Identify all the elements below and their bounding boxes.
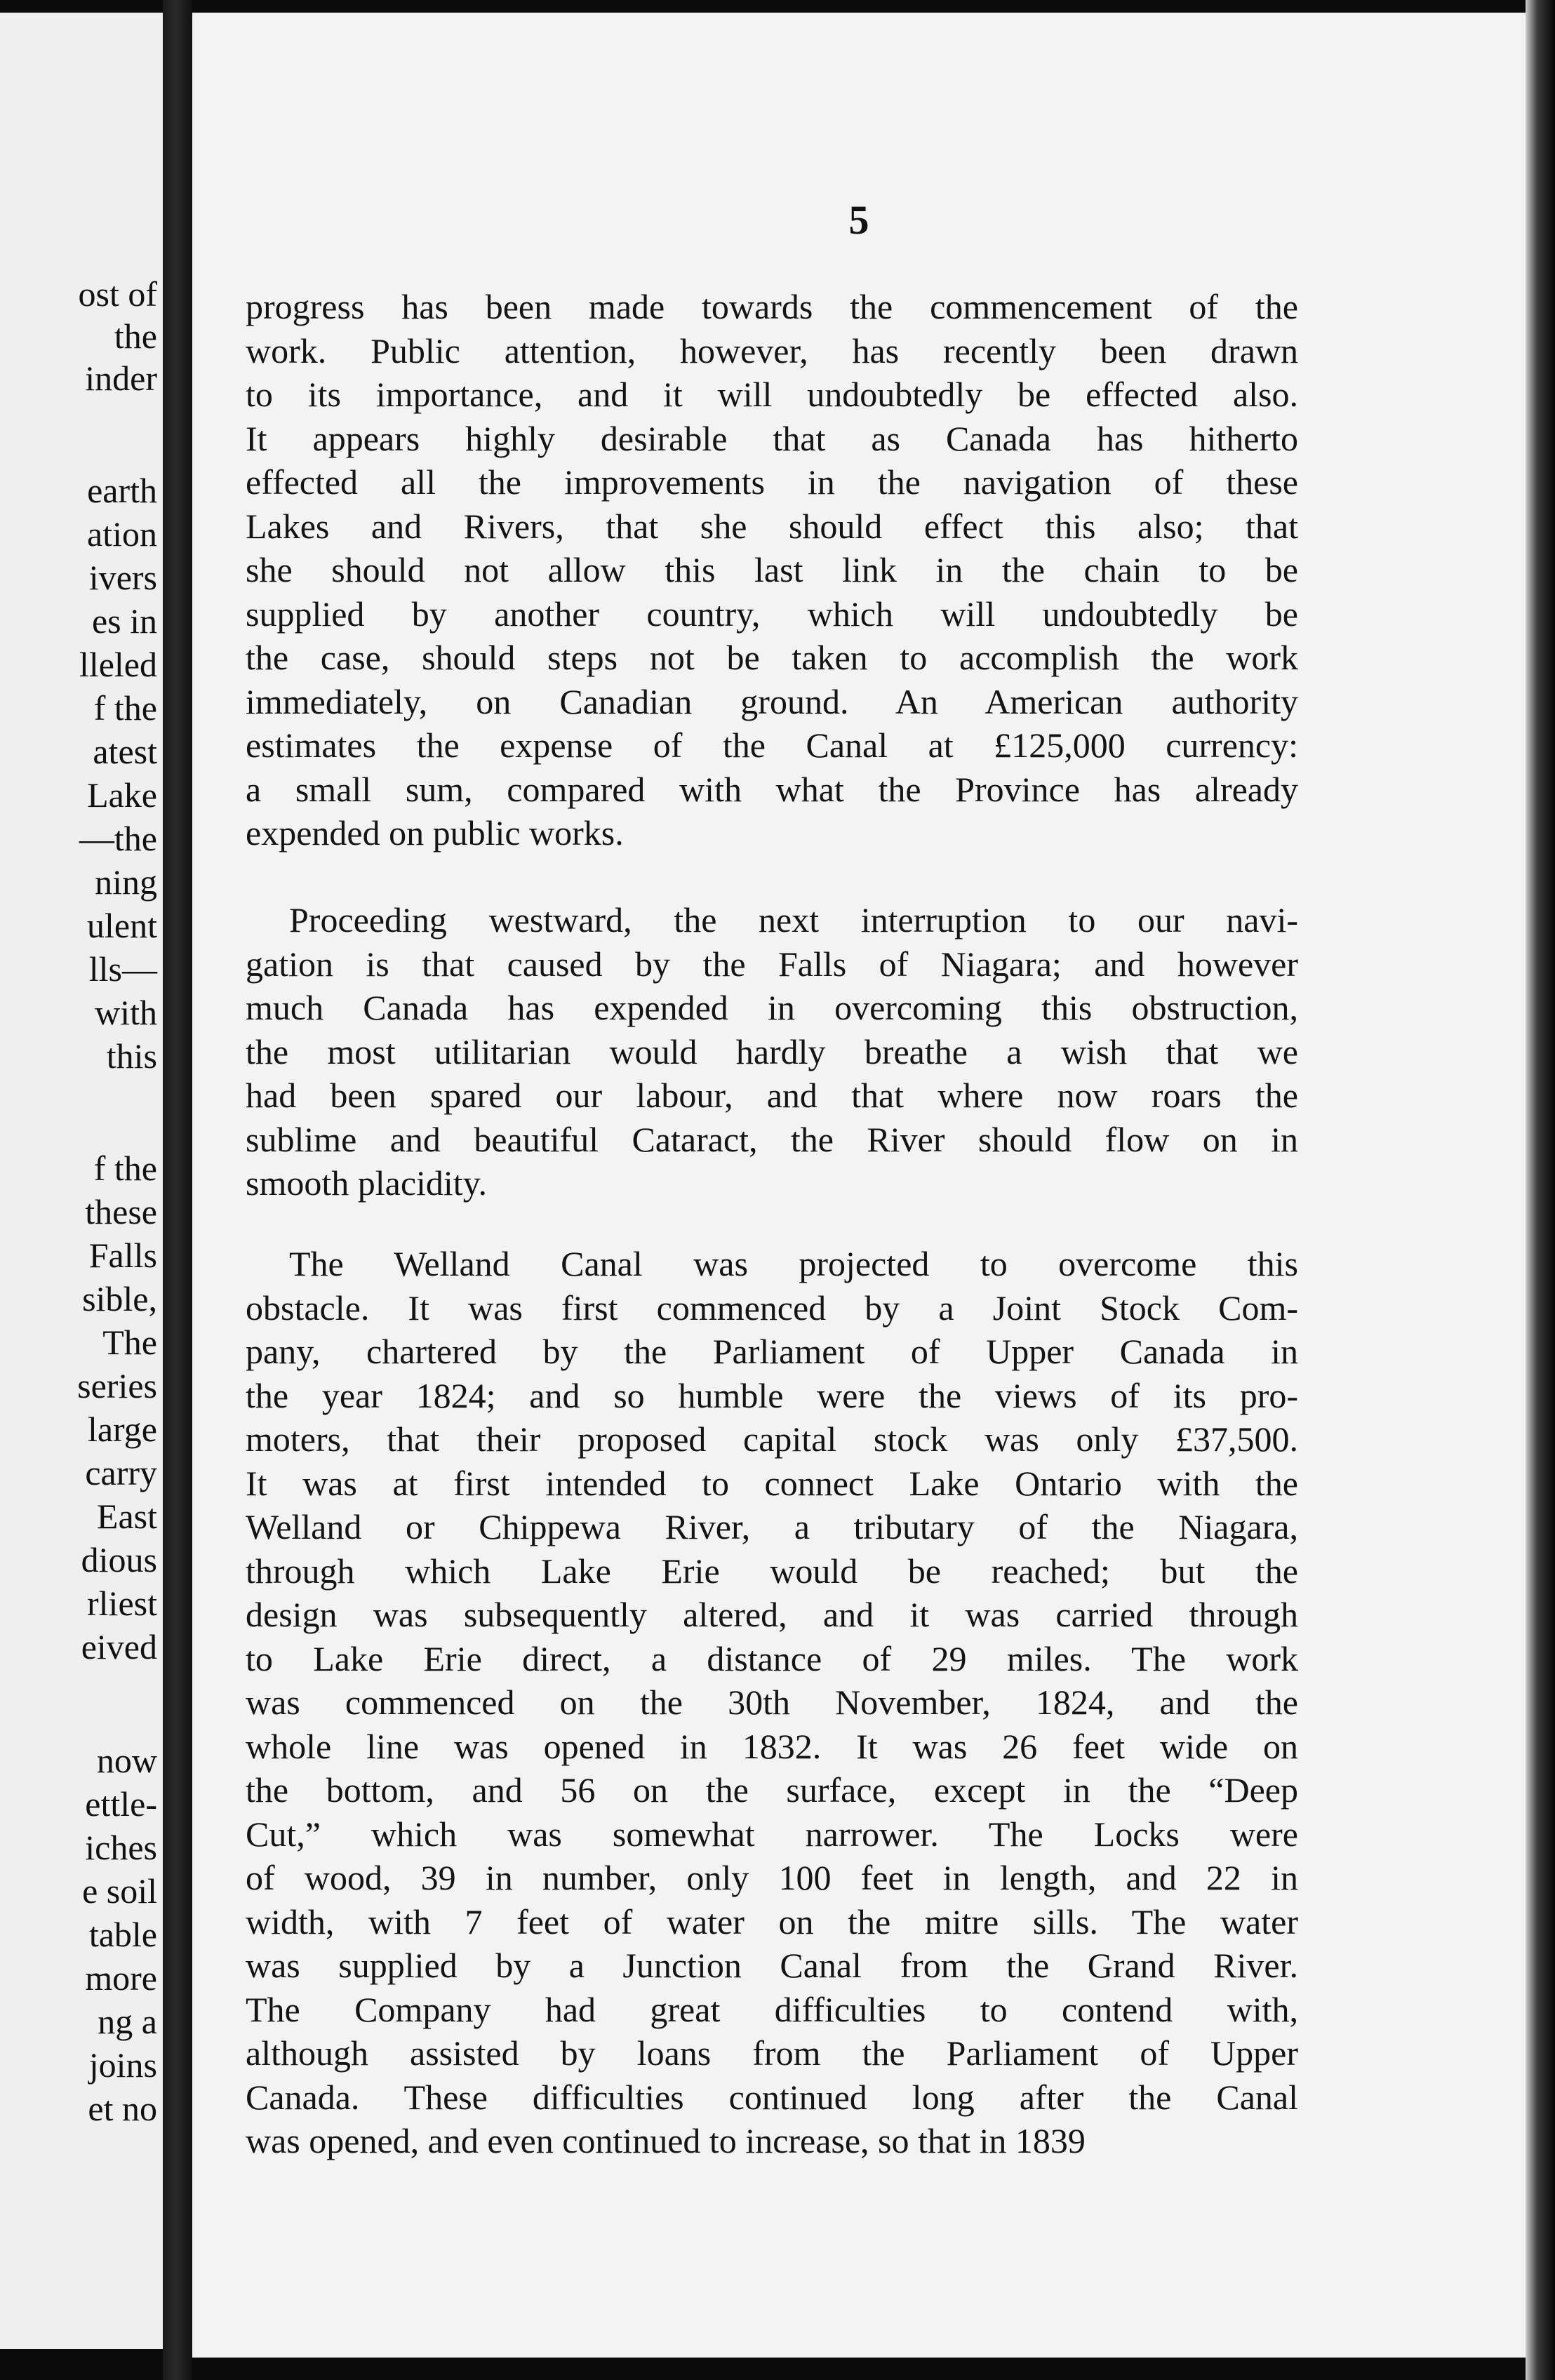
text-line: It was at first intended to connect Lake Ontario with the bbox=[246, 1463, 1298, 1503]
left-page-line: iches bbox=[85, 1828, 157, 1867]
left-page-line: these bbox=[85, 1192, 157, 1231]
left-page-line: East bbox=[96, 1497, 157, 1536]
left-page-line: dious bbox=[81, 1540, 157, 1579]
left-page-line: more bbox=[85, 1958, 157, 1998]
text-line: the year 1824; and so humble were the views of its pro- bbox=[246, 1375, 1298, 1415]
left-page-line: carry bbox=[85, 1453, 157, 1492]
left-page-line: ost of bbox=[78, 274, 157, 314]
left-page-line: table bbox=[88, 1915, 157, 1954]
left-page-line: now bbox=[96, 1741, 157, 1780]
text-line: supplied by another country, which will undoubtedly be bbox=[246, 594, 1298, 634]
page-edge bbox=[1526, 0, 1555, 2380]
text-line: Canada. These difficulties continued long after the Canal bbox=[246, 2077, 1298, 2117]
left-page-line: ation bbox=[87, 514, 157, 554]
text-line: although assisted by loans from the Parliament of Upper bbox=[246, 2033, 1298, 2073]
left-page-line: series bbox=[77, 1366, 157, 1405]
left-page-line: atest bbox=[93, 732, 157, 771]
text-line: a small sum, compared with what the Province has already bbox=[246, 769, 1298, 809]
left-page-line: —the bbox=[79, 819, 157, 858]
left-page-line: lls— bbox=[88, 949, 157, 989]
text-line: the case, should steps not be taken to accomplish the work bbox=[246, 638, 1298, 677]
text-line: Cut,” which was somewhat narrower. The Locks were bbox=[246, 1814, 1298, 1854]
paragraph-3 bbox=[246, 1242, 1298, 2163]
left-page-line: eived bbox=[81, 1627, 157, 1666]
left-page-line: ng a bbox=[98, 2002, 157, 2041]
left-page-line: ettle- bbox=[85, 1784, 157, 1824]
text-line: she should not allow this last link in the chain to be bbox=[246, 550, 1298, 589]
left-page-line: joins bbox=[88, 2045, 157, 2085]
text-line: whole line was opened in 1832. It was 26 feet wide on bbox=[246, 1726, 1298, 1766]
text-line: was commenced on the 30th November, 1824, and the bbox=[246, 1683, 1298, 1722]
left-page-line: earth bbox=[87, 471, 157, 510]
text-line: the bottom, and 56 on the surface, except in the “Deep bbox=[246, 1770, 1298, 1810]
text-line: to Lake Erie direct, a distance of 29 miles. The work bbox=[246, 1638, 1298, 1678]
text-line: through which Lake Erie would be reached; but the bbox=[246, 1551, 1298, 1591]
left-page-line: this bbox=[106, 1036, 157, 1076]
text-line: expended on public works. bbox=[246, 813, 624, 853]
text-line: had been spared our labour, and that where now roars the bbox=[246, 1076, 1298, 1115]
left-page-line: f the bbox=[93, 688, 157, 728]
text-line: estimates the expense of the Canal at £125,000 currency: bbox=[246, 726, 1298, 765]
text-line: It appears highly desirable that as Canada has hitherto bbox=[246, 418, 1298, 458]
text-line: progress has been made towards the commencement of the bbox=[246, 287, 1298, 326]
left-page-line: et no bbox=[88, 2089, 157, 2128]
text-line: sublime and beautiful Cataract, the River should flow on in bbox=[246, 1119, 1298, 1159]
left-page-line: the bbox=[114, 316, 157, 356]
text-line: the most utilitarian would hardly breathe a wish that we bbox=[246, 1031, 1298, 1071]
left-page-line: e soil bbox=[82, 1871, 157, 1911]
text-line: was opened, and even continued to increase, so that in 1839 bbox=[246, 2121, 1086, 2160]
text-line: much Canada has expended in overcoming this obstruction, bbox=[246, 988, 1298, 1027]
text-line: effected all the improvements in the navigation of these bbox=[246, 462, 1298, 502]
text-line: was supplied by a Junction Canal from the Grand River. bbox=[246, 1946, 1298, 1985]
text-line: to its importance, and it will undoubtedly be effected also. bbox=[246, 375, 1298, 414]
text-line: Lakes and Rivers, that she should effect this also; that bbox=[246, 506, 1298, 546]
paragraph-1 bbox=[246, 285, 1298, 855]
left-page-line: Falls bbox=[88, 1236, 157, 1275]
page-number: 5 bbox=[848, 197, 869, 243]
left-page-line: rliest bbox=[87, 1584, 157, 1623]
left-page-line: ning bbox=[95, 862, 157, 902]
left-page-line: ivers bbox=[88, 558, 157, 597]
text-line: Welland or Chippewa River, a tributary of the Niagara, bbox=[246, 1507, 1298, 1546]
document-page bbox=[192, 13, 1526, 2358]
text-line: design was subsequently altered, and it was carried through bbox=[246, 1595, 1298, 1634]
left-page-line: sible, bbox=[82, 1279, 157, 1318]
text-line: immediately, on Canadian ground. An American authority bbox=[246, 681, 1298, 721]
text-line: Proceeding westward, the next interruption to our navi- bbox=[289, 900, 1298, 940]
paragraph-2 bbox=[246, 898, 1298, 1205]
left-page-line: es in bbox=[91, 601, 157, 641]
text-line: pany, chartered by the Parliament of Upper Canada in bbox=[246, 1332, 1298, 1371]
left-page-line: large bbox=[87, 1410, 157, 1449]
text-line: of wood, 39 in number, only 100 feet in length, and 22 in bbox=[246, 1858, 1298, 1897]
left-page-line: f the bbox=[93, 1149, 157, 1188]
text-line: work. Public attention, however, has recently been drawn bbox=[246, 330, 1298, 370]
text-line: smooth placidity. bbox=[246, 1163, 487, 1203]
left-page-line: lleled bbox=[79, 645, 157, 684]
text-line: moters, that their proposed capital stock was only £37,500. bbox=[246, 1419, 1298, 1459]
binding-gutter bbox=[163, 0, 192, 2380]
left-page-line: The bbox=[102, 1323, 157, 1362]
text-line: width, with 7 feet of water on the mitre sills. The water bbox=[246, 1901, 1298, 1941]
text-line: gation is that caused by the Falls of Niagara; and however bbox=[246, 944, 1298, 984]
text-line: obstacle. It was first commenced by a Joint Stock Com- bbox=[246, 1288, 1298, 1328]
left-page-line: ulent bbox=[87, 906, 157, 945]
left-page-line: inder bbox=[85, 359, 157, 398]
left-page-line: Lake bbox=[87, 775, 157, 815]
left-page-line: with bbox=[95, 993, 157, 1032]
text-line: The Welland Canal was projected to overcome this bbox=[289, 1244, 1298, 1283]
left-facing-page bbox=[0, 13, 163, 2349]
text-line: The Company had great difficulties to contend with, bbox=[246, 1989, 1298, 2029]
